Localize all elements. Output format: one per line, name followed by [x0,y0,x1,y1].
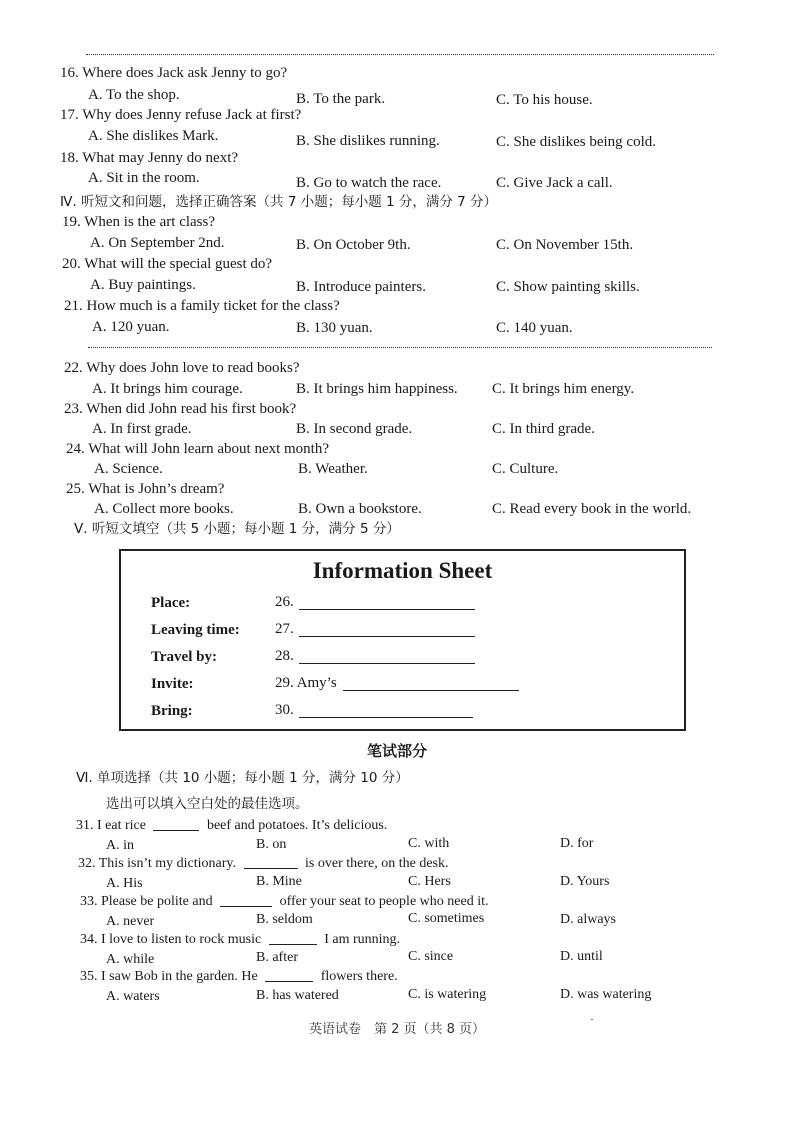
option-a: A. On September 2nd. [90,235,225,251]
stem-before-blank: 34. I love to listen to rock music [80,932,262,947]
question-stem [80,968,398,986]
option-c: C. To his house. [496,92,593,108]
sheet-label-bring: Bring: [151,703,193,719]
sheet-number-26: 26. [275,594,294,610]
option-c: C. It brings him energy. [492,381,635,397]
sheet-number-30: 30. [275,702,294,718]
separator-top [86,54,714,55]
sheet-number-27: 27. [275,621,294,637]
information-sheet [119,549,686,731]
stem-after-blank: is over there, on the desk. [305,856,449,871]
question-stem [80,931,400,949]
answer-blank-30[interactable] [299,717,473,718]
sheet-label-travel-by: Travel by: [151,649,217,665]
option-b: B. Mine [256,874,302,889]
option-a: A. Collect more books. [94,501,234,517]
question-stem [80,893,488,911]
answer-blank-26[interactable] [299,609,475,610]
option-b: B. It brings him happiness. [296,381,458,397]
stem-after-blank: beef and potatoes. It’s delicious. [206,818,388,833]
option-a: A. In first grade. [92,421,192,437]
page-footer: 英语试卷 第 2 页（共 8 页） [308,1022,486,1037]
option-c: C. since [408,949,454,964]
stem-before-blank: 31. I eat rice [76,818,146,833]
option-a: A. To the shop. [88,87,180,103]
option-b: B. on [256,837,287,852]
option-c: C. Read every book in the world. [492,501,692,517]
option-b: B. In second grade. [296,421,413,437]
option-a: A. never [106,914,155,929]
separator-middle [88,347,712,348]
information-sheet-title: Information Sheet [312,558,493,583]
option-a: A. while [106,952,155,967]
option-d: D. always [560,912,616,927]
stem-after-blank: I am running. [324,932,401,947]
sheet-label-invite: Invite: [151,676,194,692]
stem-after-blank: flowers there. [320,969,398,984]
option-c: C. Show painting skills. [496,279,640,295]
question-stem: 22. Why does John love to read books? [64,360,300,376]
fill-blank[interactable] [153,830,199,831]
fill-blank[interactable] [269,944,317,945]
option-b: B. Own a bookstore. [298,501,422,517]
option-d: D. until [560,949,603,964]
fill-blank[interactable] [220,906,272,907]
question-stem: 19. When is the art class? [62,214,216,230]
option-d: D. for [560,836,594,851]
option-c: C. On November 15th. [496,237,634,253]
option-a: A. It brings him courage. [92,381,243,397]
stem-before-blank: 33. Please be polite and [80,894,213,909]
option-a: A. Science. [94,461,163,477]
sheet-number-29: 29. Amy’s [275,675,337,691]
written-part-title: 笔试部分 [366,742,427,760]
question-stem [78,855,448,873]
fill-blank[interactable] [244,868,298,869]
sheet-label-place: Place: [151,595,191,611]
option-b: B. Go to watch the race. [296,175,442,191]
question-stem: 23. When did John read his first book? [64,401,297,417]
option-a: A. in [106,838,134,853]
option-c: C. She dislikes being cold. [496,134,656,150]
answer-blank-27[interactable] [299,636,475,637]
option-a: A. waters [106,989,160,1004]
option-c: C. Culture. [492,461,559,477]
option-a: A. 120 yuan. [92,319,170,335]
option-d: D. Yours [560,874,610,889]
option-b: B. seldom [256,912,313,927]
question-stem [76,817,387,835]
question-stem: 21. How much is a family ticket for the class? [64,298,340,314]
option-a: A. His [106,876,143,891]
speck-mark: · [590,1012,594,1026]
option-b: B. To the park. [296,91,386,107]
option-b: B. On October 9th. [296,237,411,253]
sheet-number-28: 28. [275,648,294,664]
option-b: B. She dislikes running. [296,133,440,149]
section-6-instruction: 选出可以填入空白处的最佳选项。 [106,796,309,812]
option-d: D. was watering [560,987,652,1002]
stem-before-blank: 32. This isn’t my dictionary. [78,856,237,871]
option-a: A. She dislikes Mark. [88,128,219,144]
stem-before-blank: 35. I saw Bob in the garden. He [80,969,258,984]
option-c: C. 140 yuan. [496,320,573,336]
question-stem: 17. Why does Jenny refuse Jack at first? [60,107,302,123]
option-b: B. after [256,950,298,965]
option-c: C. In third grade. [492,421,595,437]
sheet-label-leaving-time: Leaving time: [151,622,240,638]
answer-blank-28[interactable] [299,663,475,664]
option-c: C. is watering [408,987,487,1002]
option-a: A. Sit in the room. [88,170,200,186]
question-stem: 20. What will the special guest do? [62,256,273,272]
option-c: C. Give Jack a call. [496,175,613,191]
stem-after-blank: offer your seat to people who need it. [279,894,489,909]
option-c: C. with [408,836,450,851]
question-stem: 16. Where does Jack ask Jenny to go? [60,65,288,81]
section-6-heading: Ⅵ. 单项选择（共 10 小题；每小题 1 分，满分 10 分） [76,770,409,786]
section-4-heading: Ⅳ. 听短文和问题，选择正确答案（共 7 小题；每小题 1 分，满分 7 分） [60,194,498,210]
option-b: B. Weather. [298,461,368,477]
option-b: B. 130 yuan. [296,320,373,336]
option-c: C. sometimes [408,911,485,926]
option-b: B. has watered [256,988,339,1003]
option-b: B. Introduce painters. [296,279,426,295]
question-stem: 24. What will John learn about next month? [66,441,330,457]
question-stem: 18. What may Jenny do next? [60,150,239,166]
fill-blank[interactable] [265,981,313,982]
section-5-heading: Ⅴ. 听短文填空（共 5 小题；每小题 1 分，满分 5 分） [74,521,400,537]
question-stem: 25. What is John’s dream? [66,481,225,497]
answer-blank-29[interactable] [343,690,519,691]
option-c: C. Hers [408,874,451,889]
option-a: A. Buy paintings. [90,277,196,293]
